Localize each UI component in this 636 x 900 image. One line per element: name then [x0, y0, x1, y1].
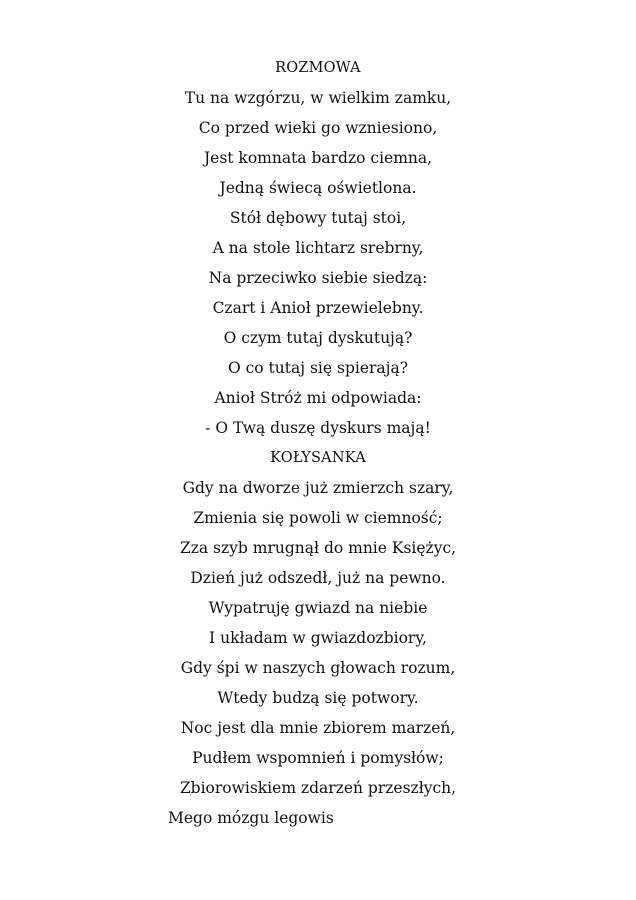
- poem-line: O co tutaj się spierają?: [227, 359, 408, 377]
- poem-line: - O Twą duszę dyskurs mają!: [205, 419, 431, 437]
- poem-line: Anioł Stróż mi odpowiada:: [214, 389, 422, 407]
- poem-kolysanka: [0, 443, 636, 833]
- poem-line: Dzień już odszedł, już na pewno.: [190, 569, 446, 587]
- poem-line: Zbiorowiskiem zdarzeń przeszłych,: [179, 779, 457, 797]
- poem-line: A na stole lichtarz srebrny,: [212, 239, 424, 257]
- poem-line: Wtedy budzą się potwory.: [217, 689, 419, 707]
- poem-line: Gdy na dworze już zmierzch szary,: [182, 479, 454, 497]
- poem-line: Wypatruję gwiazd na niebie: [208, 599, 428, 617]
- poem-line: Noc jest dla mnie zbiorem marzeń,: [180, 719, 456, 737]
- poem-line: Jest komnata bardzo ciemna,: [203, 149, 433, 167]
- poem-line: Pudłem wspomnień i pomysłów;: [192, 749, 444, 767]
- poem-line: Tu na wzgórzu, w wielkim zamku,: [184, 89, 452, 107]
- poem-line: O czym tutaj dyskutują?: [223, 329, 413, 347]
- poem-rozmowa: [0, 53, 636, 443]
- poem-line: Stół dębowy tutaj stoi,: [229, 209, 407, 227]
- poem-line: Zmienia się powoli w ciemność;: [193, 509, 443, 527]
- poem-title: ROZMOWA: [275, 60, 361, 76]
- poem-line: Czart i Anioł przewielebny.: [212, 299, 424, 317]
- poem-line: Gdy śpi w naszych głowach rozum,: [180, 659, 456, 677]
- poem-line: Co przed wieki go wzniesiono,: [198, 119, 438, 137]
- poem-line: I układam w gwiazdozbiory,: [209, 629, 427, 647]
- poem-title: KOŁYSANKA: [270, 450, 366, 466]
- poem-line: Na przeciwko siebie siedzą:: [208, 269, 428, 287]
- poem-line: Jedną świecą oświetlona.: [219, 179, 417, 197]
- poem-line: Zza szyb mrugnął do mnie Księżyc,: [179, 539, 457, 557]
- poem-line-truncated: Mego mózgu legowis: [168, 809, 334, 827]
